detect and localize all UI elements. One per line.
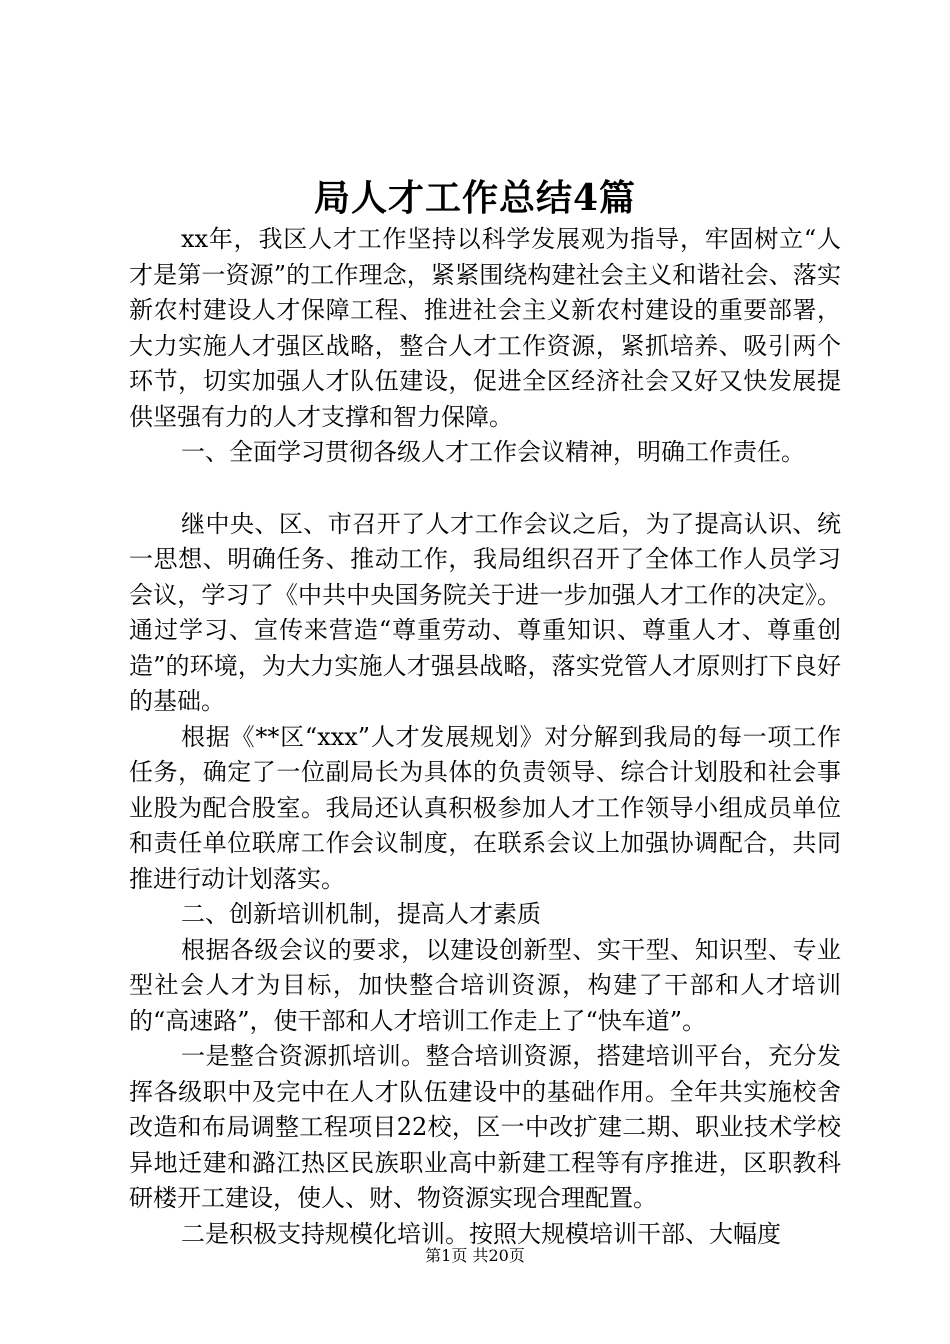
page-total: 共20页 [472, 1246, 525, 1265]
paragraph: 根据《**区“xxx”人才发展规划》对分解到我局的每一项工作任务，确定了一位副局长为具体的负责领导、综合计划股和社会事业股为配合股室。我局还认真积极参加人才工作领导小组成员单位和责任单位联席工作会议制度，在联系会议上加强协调配合，共同推进行动计划落实。 [129, 722, 841, 893]
document-title: 局人才工作总结4篇 [313, 177, 637, 219]
section-heading-1: 一、全面学习贯彻各级人才工作会议精神，明确工作责任。 [181, 438, 805, 466]
section-heading-2: 二、创新培训机制，提高人才素质 [181, 900, 541, 928]
paragraph: 根据各级会议的要求，以建设创新型、实干型、知识型、专业型社会人才为目标，加快整合培训资源，构建了干部和人才培训的“高速路”，使干部和人才培训工作走上了“快车道”。 [129, 935, 841, 1035]
paragraph: 二是积极支持规模化培训。按照大规模培训干部、大幅度 [181, 1219, 781, 1248]
paragraph-intro: xx年，我区人才工作坚持以科学发展观为指导，牢固树立“人才是第一资源”的工作理念，紧紧围绕构建社会主义和谐社会、落实新农村建设人才保障工程、推进社会主义新农村建设的重要部署，大力实施人才强区战略，整合人才工作资源，紧抓培养、吸引两个环节，切实加强人才队伍建设，促进全区经济社会又好又快发展提供坚强有力的人才支撑和智力保障。 [129, 225, 841, 431]
document-body [129, 222, 841, 1252]
paragraph: 继中央、区、市召开了人才工作会议之后，为了提高认识、统一思想、明确任务、推动工作，我局组织召开了全体工作人员学习会议，学习了《中共中央国务院关于进一步加强人才工作的决定》。通过学习、宣传来营造“尊重劳动、尊重知识、尊重人才、尊重创造”的环境，为大力实施人才强县战略，落实党管人才原则打下良好的基础。 [129, 509, 841, 715]
page-footer [0, 1245, 950, 1267]
page-number: 第1页 [425, 1246, 468, 1265]
paragraph: 一是整合资源抓培训。整合培训资源，搭建培训平台，充分发挥各级职中及完中在人才队伍建设中的基础作用。全年共实施校舍改造和布局调整工程项目22校，区一中改扩建二期、职业技术学校异地迁建和潞江热区民族职业高中新建工程等有序推进，区职教科研楼开工建设，使人、财、物资源实现合理配置。 [129, 1042, 841, 1212]
